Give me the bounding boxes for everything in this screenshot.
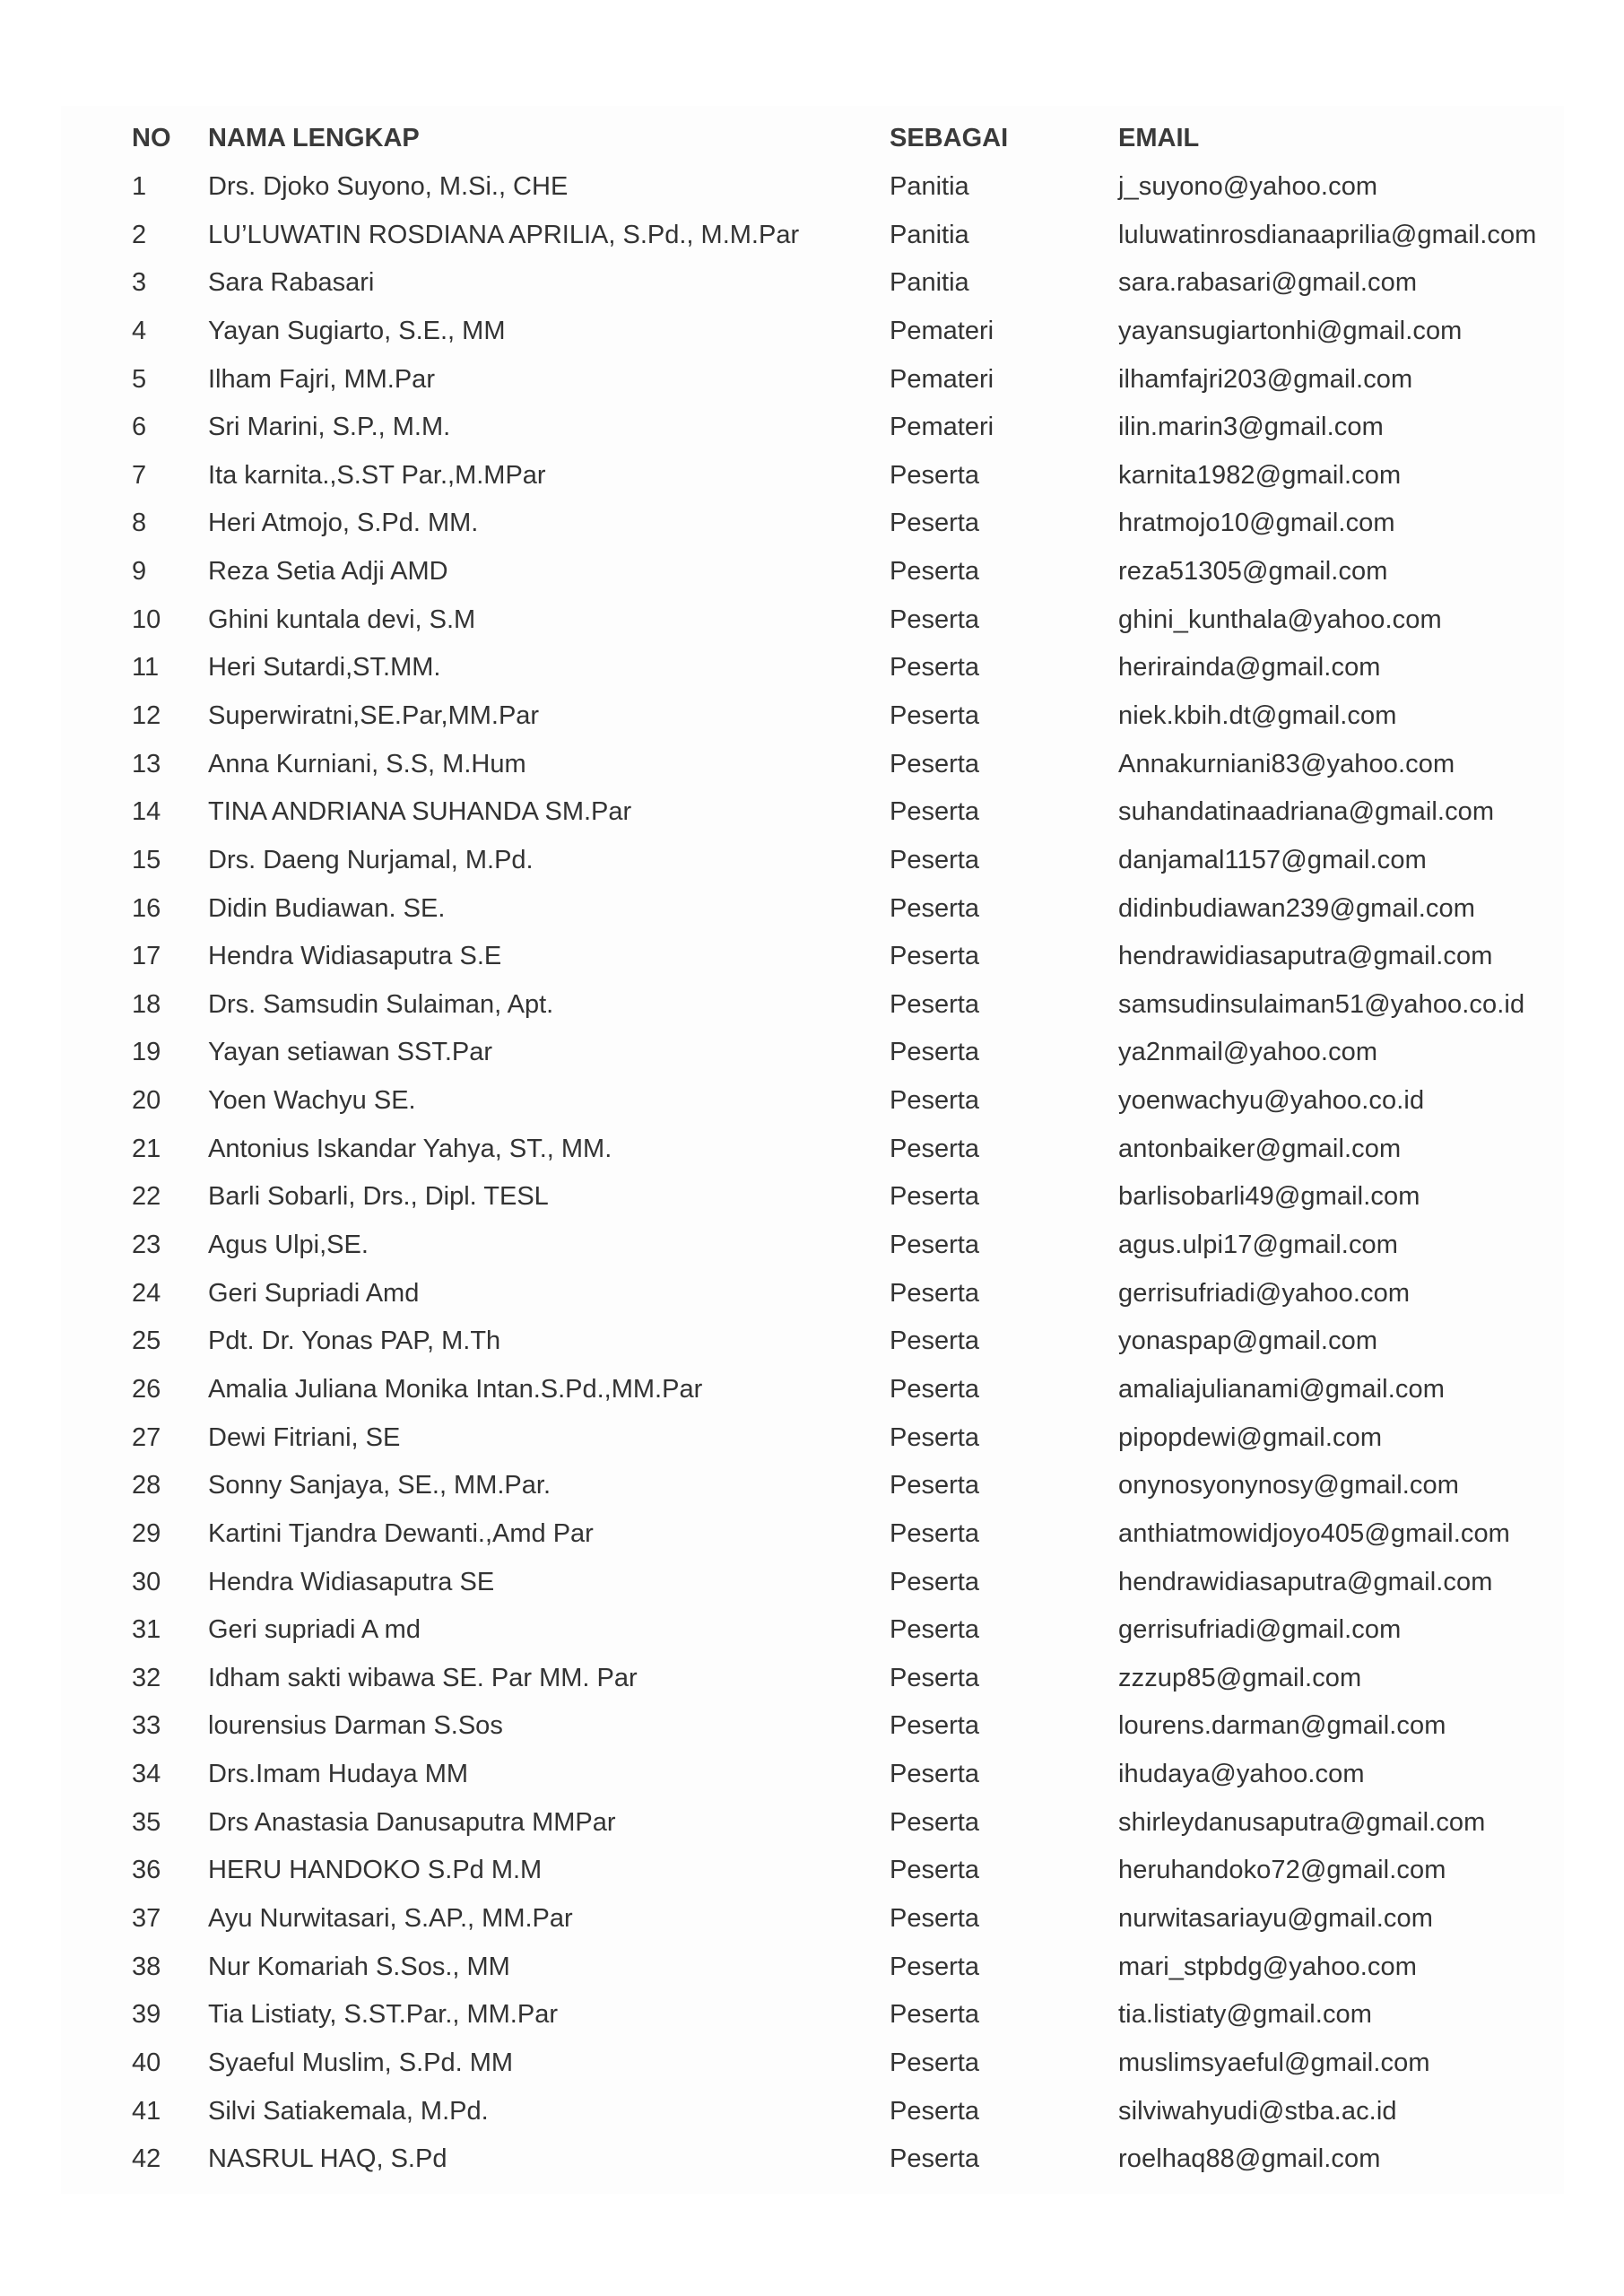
cell-email: herirainda@gmail.com: [1118, 653, 1381, 683]
cell-email: ilin.marin3@gmail.com: [1118, 413, 1384, 442]
cell-name: Yoen Wachyu SE.: [208, 1086, 416, 1116]
table-row: [69, 596, 1576, 644]
cell-name: Ita karnita.,S.ST Par.,M.MPar: [208, 460, 546, 490]
cell-name: Superwiratni,SE.Par,MM.Par: [208, 701, 540, 730]
cell-email: pipopdewi@gmail.com: [1118, 1422, 1383, 1452]
cell-no: 13: [132, 749, 161, 778]
cell-name: Drs. Djoko Suyono, M.Si., CHE: [208, 171, 569, 201]
cell-name: Dewi Fitriani, SE: [208, 1422, 401, 1452]
cell-no: 40: [132, 2048, 161, 2077]
cell-role: Peserta: [890, 1278, 979, 1308]
cell-no: 18: [132, 989, 161, 1019]
cell-email: onynosyonynosy@gmail.com: [1118, 1471, 1460, 1500]
cell-role: Peserta: [890, 460, 979, 490]
table-row: [69, 1173, 1576, 1222]
cell-no: 38: [132, 1952, 161, 1981]
cell-role: Peserta: [890, 2144, 979, 2174]
cell-no: 15: [132, 845, 161, 874]
cell-no: 2: [132, 220, 147, 249]
cell-email: shirleydanusaputra@gmail.com: [1118, 1807, 1486, 1837]
cell-no: 36: [132, 1856, 161, 1885]
header-name: NAMA LENGKAP: [208, 124, 420, 153]
cell-name: Tia Listiaty, S.ST.Par., MM.Par: [208, 2000, 558, 2030]
cell-name: Ayu Nurwitasari, S.AP., MM.Par: [208, 1904, 573, 1934]
cell-role: Peserta: [890, 509, 979, 538]
cell-email: danjamal1157@gmail.com: [1118, 845, 1427, 874]
header-no: NO: [132, 124, 171, 153]
cell-email: mari_stpbdg@yahoo.com: [1118, 1952, 1417, 1981]
cell-no: 5: [132, 364, 147, 394]
cell-email: barlisobarli49@gmail.com: [1118, 1182, 1420, 1212]
table-row: [69, 1943, 1576, 1991]
table-row: [69, 1077, 1576, 1126]
cell-role: Peserta: [890, 1807, 979, 1837]
table-row: [69, 788, 1576, 837]
cell-name: Yayan Sugiarto, S.E., MM: [208, 316, 506, 345]
table-row: [69, 308, 1576, 356]
cell-email: hendrawidiasaputra@gmail.com: [1118, 942, 1493, 971]
cell-email: muslimsyaeful@gmail.com: [1118, 2048, 1430, 2077]
table-row: [69, 1462, 1576, 1510]
table-row: [69, 1510, 1576, 1559]
table-row: [69, 837, 1576, 885]
cell-name: Barli Sobarli, Drs., Dipl. TESL: [208, 1182, 549, 1212]
cell-role: Peserta: [890, 942, 979, 971]
cell-role: Peserta: [890, 989, 979, 1019]
table-row: [69, 1991, 1576, 2039]
cell-name: LU’LUWATIN ROSDIANA APRILIA, S.Pd., M.M.Par: [208, 220, 800, 249]
cell-no: 3: [132, 268, 147, 298]
cell-name: Drs.Imam Hudaya MM: [208, 1760, 469, 1789]
cell-role: Panitia: [890, 268, 969, 298]
cell-email: ghini_kunthala@yahoo.com: [1118, 604, 1442, 634]
cell-role: Peserta: [890, 1567, 979, 1596]
cell-role: Pemateri: [890, 413, 994, 442]
cell-email: tia.listiaty@gmail.com: [1118, 2000, 1373, 2030]
cell-name: Silvi Satiakemala, M.Pd.: [208, 2096, 489, 2126]
cell-no: 22: [132, 1182, 161, 1212]
cell-role: Peserta: [890, 1086, 979, 1116]
cell-no: 39: [132, 2000, 161, 2030]
table-row: [69, 1269, 1576, 1318]
cell-name: Drs. Daeng Nurjamal, M.Pd.: [208, 845, 534, 874]
cell-name: Ghini kuntala devi, S.M: [208, 604, 476, 634]
cell-role: Peserta: [890, 557, 979, 587]
cell-email: sara.rabasari@gmail.com: [1118, 268, 1418, 298]
cell-no: 37: [132, 1904, 161, 1934]
table-row: [69, 740, 1576, 788]
cell-name: Geri Supriadi Amd: [208, 1278, 420, 1308]
table-row: [69, 1366, 1576, 1414]
table-row: [69, 1606, 1576, 1655]
cell-no: 8: [132, 509, 147, 538]
participant-table: [69, 115, 1576, 2184]
cell-name: Amalia Juliana Monika Intan.S.Pd.,MM.Par: [208, 1374, 703, 1404]
cell-name: Hendra Widiasaputra S.E: [208, 942, 502, 971]
cell-no: 31: [132, 1615, 161, 1645]
table-row: [69, 1318, 1576, 1366]
cell-name: Geri supriadi A md: [208, 1615, 421, 1645]
cell-role: Panitia: [890, 220, 969, 249]
cell-email: yonaspap@gmail.com: [1118, 1326, 1378, 1356]
cell-role: Peserta: [890, 1471, 979, 1500]
table-row: [69, 1222, 1576, 1270]
cell-no: 23: [132, 1231, 161, 1260]
cell-no: 16: [132, 893, 161, 923]
table-row: [69, 211, 1576, 259]
cell-name: Hendra Widiasaputra SE: [208, 1567, 495, 1596]
cell-role: Peserta: [890, 2048, 979, 2077]
table-row: [69, 1125, 1576, 1173]
cell-role: Peserta: [890, 845, 979, 874]
cell-name: Drs Anastasia Danusaputra MMPar: [208, 1807, 616, 1837]
cell-role: Peserta: [890, 1134, 979, 1163]
cell-email: samsudinsulaiman51@yahoo.co.id: [1118, 989, 1525, 1019]
cell-email: reza51305@gmail.com: [1118, 557, 1388, 587]
cell-email: heruhandoko72@gmail.com: [1118, 1856, 1446, 1885]
cell-no: 17: [132, 942, 161, 971]
table-row: [69, 1751, 1576, 1799]
table-row: [69, 2087, 1576, 2135]
cell-email: hendrawidiasaputra@gmail.com: [1118, 1567, 1493, 1596]
header-email: EMAIL: [1118, 124, 1200, 153]
cell-role: Peserta: [890, 1856, 979, 1885]
cell-no: 20: [132, 1086, 161, 1116]
cell-no: 7: [132, 460, 147, 490]
cell-role: Peserta: [890, 1422, 979, 1452]
cell-no: 34: [132, 1760, 161, 1789]
cell-name: HERU HANDOKO S.Pd M.M: [208, 1856, 543, 1885]
cell-no: 29: [132, 1518, 161, 1548]
cell-name: Heri Sutardi,ST.MM.: [208, 653, 441, 683]
cell-role: Peserta: [890, 1326, 979, 1356]
cell-email: amaliajulianami@gmail.com: [1118, 1374, 1445, 1404]
header-role: SEBAGAI: [890, 124, 1009, 153]
cell-no: 14: [132, 797, 161, 827]
cell-no: 26: [132, 1374, 161, 1404]
cell-email: luluwatinrosdianaaprilia@gmail.com: [1118, 220, 1537, 249]
cell-email: zzzup85@gmail.com: [1118, 1663, 1362, 1692]
cell-name: Agus Ulpi,SE.: [208, 1231, 369, 1260]
cell-email: silviwahyudi@stba.ac.id: [1118, 2096, 1397, 2126]
cell-name: Sara Rabasari: [208, 268, 375, 298]
table-row: [69, 451, 1576, 500]
cell-no: 6: [132, 413, 147, 442]
cell-email: roelhaq88@gmail.com: [1118, 2144, 1381, 2174]
cell-name: Syaeful Muslim, S.Pd. MM: [208, 2048, 514, 2077]
cell-name: Kartini Tjandra Dewanti.,Amd Par: [208, 1518, 594, 1548]
table-row: [69, 692, 1576, 741]
cell-no: 19: [132, 1038, 161, 1067]
cell-role: Peserta: [890, 2096, 979, 2126]
cell-no: 28: [132, 1471, 161, 1500]
table-row: [69, 1798, 1576, 1847]
cell-email: ya2nmail@yahoo.com: [1118, 1038, 1378, 1067]
cell-no: 24: [132, 1278, 161, 1308]
cell-role: Peserta: [890, 1182, 979, 1212]
cell-no: 32: [132, 1663, 161, 1692]
cell-name: Nur Komariah S.Sos., MM: [208, 1952, 510, 1981]
cell-role: Panitia: [890, 171, 969, 201]
table-row: [69, 163, 1576, 212]
table-row: [69, 1413, 1576, 1462]
cell-no: 35: [132, 1807, 161, 1837]
cell-no: 10: [132, 604, 161, 634]
cell-email: niek.kbih.dt@gmail.com: [1118, 701, 1397, 730]
cell-role: Peserta: [890, 1663, 979, 1692]
cell-name: Drs. Samsudin Sulaiman, Apt.: [208, 989, 554, 1019]
table-row: [69, 933, 1576, 981]
cell-name: Yayan setiawan SST.Par: [208, 1038, 493, 1067]
table-row: [69, 548, 1576, 596]
cell-role: Peserta: [890, 1760, 979, 1789]
cell-no: 12: [132, 701, 161, 730]
cell-role: Peserta: [890, 1374, 979, 1404]
cell-email: yayansugiartonhi@gmail.com: [1118, 316, 1463, 345]
table-row: [69, 1558, 1576, 1606]
table-row: [69, 1655, 1576, 1703]
cell-role: Peserta: [890, 1038, 979, 1067]
cell-email: hratmojo10@gmail.com: [1118, 509, 1395, 538]
table-row: [69, 1847, 1576, 1895]
cell-role: Peserta: [890, 1518, 979, 1548]
cell-role: Peserta: [890, 653, 979, 683]
cell-no: 42: [132, 2144, 161, 2174]
table-row: [69, 1702, 1576, 1751]
cell-email: gerrisufriadi@gmail.com: [1118, 1615, 1402, 1645]
cell-name: NASRUL HAQ, S.Pd: [208, 2144, 447, 2174]
cell-no: 27: [132, 1422, 161, 1452]
cell-name: Idham sakti wibawa SE. Par MM. Par: [208, 1663, 638, 1692]
cell-no: 9: [132, 557, 147, 587]
cell-role: Peserta: [890, 1904, 979, 1934]
cell-role: Peserta: [890, 1231, 979, 1260]
table-header-row: [69, 115, 1576, 163]
cell-email: ilhamfajri203@gmail.com: [1118, 364, 1413, 394]
cell-no: 1: [132, 171, 147, 201]
cell-role: Peserta: [890, 1615, 979, 1645]
cell-no: 21: [132, 1134, 161, 1163]
table-row: [69, 500, 1576, 548]
cell-no: 30: [132, 1567, 161, 1596]
table-row: [69, 2135, 1576, 2184]
table-row: [69, 1895, 1576, 1944]
cell-name: Heri Atmojo, S.Pd. MM.: [208, 509, 479, 538]
cell-email: Annakurniani83@yahoo.com: [1118, 749, 1455, 778]
table-row: [69, 355, 1576, 404]
cell-email: lourens.darman@gmail.com: [1118, 1711, 1446, 1741]
cell-name: Ilham Fajri, MM.Par: [208, 364, 435, 394]
cell-role: Peserta: [890, 1711, 979, 1741]
cell-name: Sonny Sanjaya, SE., MM.Par.: [208, 1471, 551, 1500]
cell-no: 33: [132, 1711, 161, 1741]
cell-email: nurwitasariayu@gmail.com: [1118, 1904, 1433, 1934]
table-body: [69, 163, 1576, 2184]
cell-role: Pemateri: [890, 364, 994, 394]
cell-role: Peserta: [890, 2000, 979, 2030]
cell-name: Anna Kurniani, S.S, M.Hum: [208, 749, 526, 778]
cell-name: Didin Budiawan. SE.: [208, 893, 446, 923]
cell-role: Peserta: [890, 604, 979, 634]
cell-email: suhandatinaadriana@gmail.com: [1118, 797, 1495, 827]
table-row: [69, 404, 1576, 452]
table-row: [69, 1029, 1576, 1077]
cell-email: yoenwachyu@yahoo.co.id: [1118, 1086, 1425, 1116]
cell-name: Pdt. Dr. Yonas PAP, M.Th: [208, 1326, 501, 1356]
cell-name: Reza Setia Adji AMD: [208, 557, 448, 587]
cell-role: Peserta: [890, 749, 979, 778]
cell-role: Peserta: [890, 701, 979, 730]
cell-email: j_suyono@yahoo.com: [1118, 171, 1378, 201]
cell-name: lourensius Darman S.Sos: [208, 1711, 503, 1741]
cell-name: TINA ANDRIANA SUHANDA SM.Par: [208, 797, 632, 827]
cell-email: ihudaya@yahoo.com: [1118, 1760, 1365, 1789]
cell-email: gerrisufriadi@yahoo.com: [1118, 1278, 1411, 1308]
table-row: [69, 2039, 1576, 2088]
table-row: [69, 884, 1576, 933]
cell-email: karnita1982@gmail.com: [1118, 460, 1402, 490]
cell-no: 4: [132, 316, 147, 345]
cell-email: anthiatmowidjoyo405@gmail.com: [1118, 1518, 1510, 1548]
table-row: [69, 259, 1576, 308]
cell-email: didinbudiawan239@gmail.com: [1118, 893, 1475, 923]
cell-role: Pemateri: [890, 316, 994, 345]
cell-no: 41: [132, 2096, 161, 2126]
cell-email: antonbaiker@gmail.com: [1118, 1134, 1402, 1163]
cell-no: 25: [132, 1326, 161, 1356]
table-row: [69, 981, 1576, 1030]
cell-role: Peserta: [890, 1952, 979, 1981]
cell-role: Peserta: [890, 797, 979, 827]
cell-role: Peserta: [890, 893, 979, 923]
cell-name: Antonius Iskandar Yahya, ST., MM.: [208, 1134, 612, 1163]
table-row: [69, 644, 1576, 692]
cell-name: Sri Marini, S.P., M.M.: [208, 413, 451, 442]
cell-no: 11: [132, 653, 160, 683]
cell-email: agus.ulpi17@gmail.com: [1118, 1231, 1399, 1260]
